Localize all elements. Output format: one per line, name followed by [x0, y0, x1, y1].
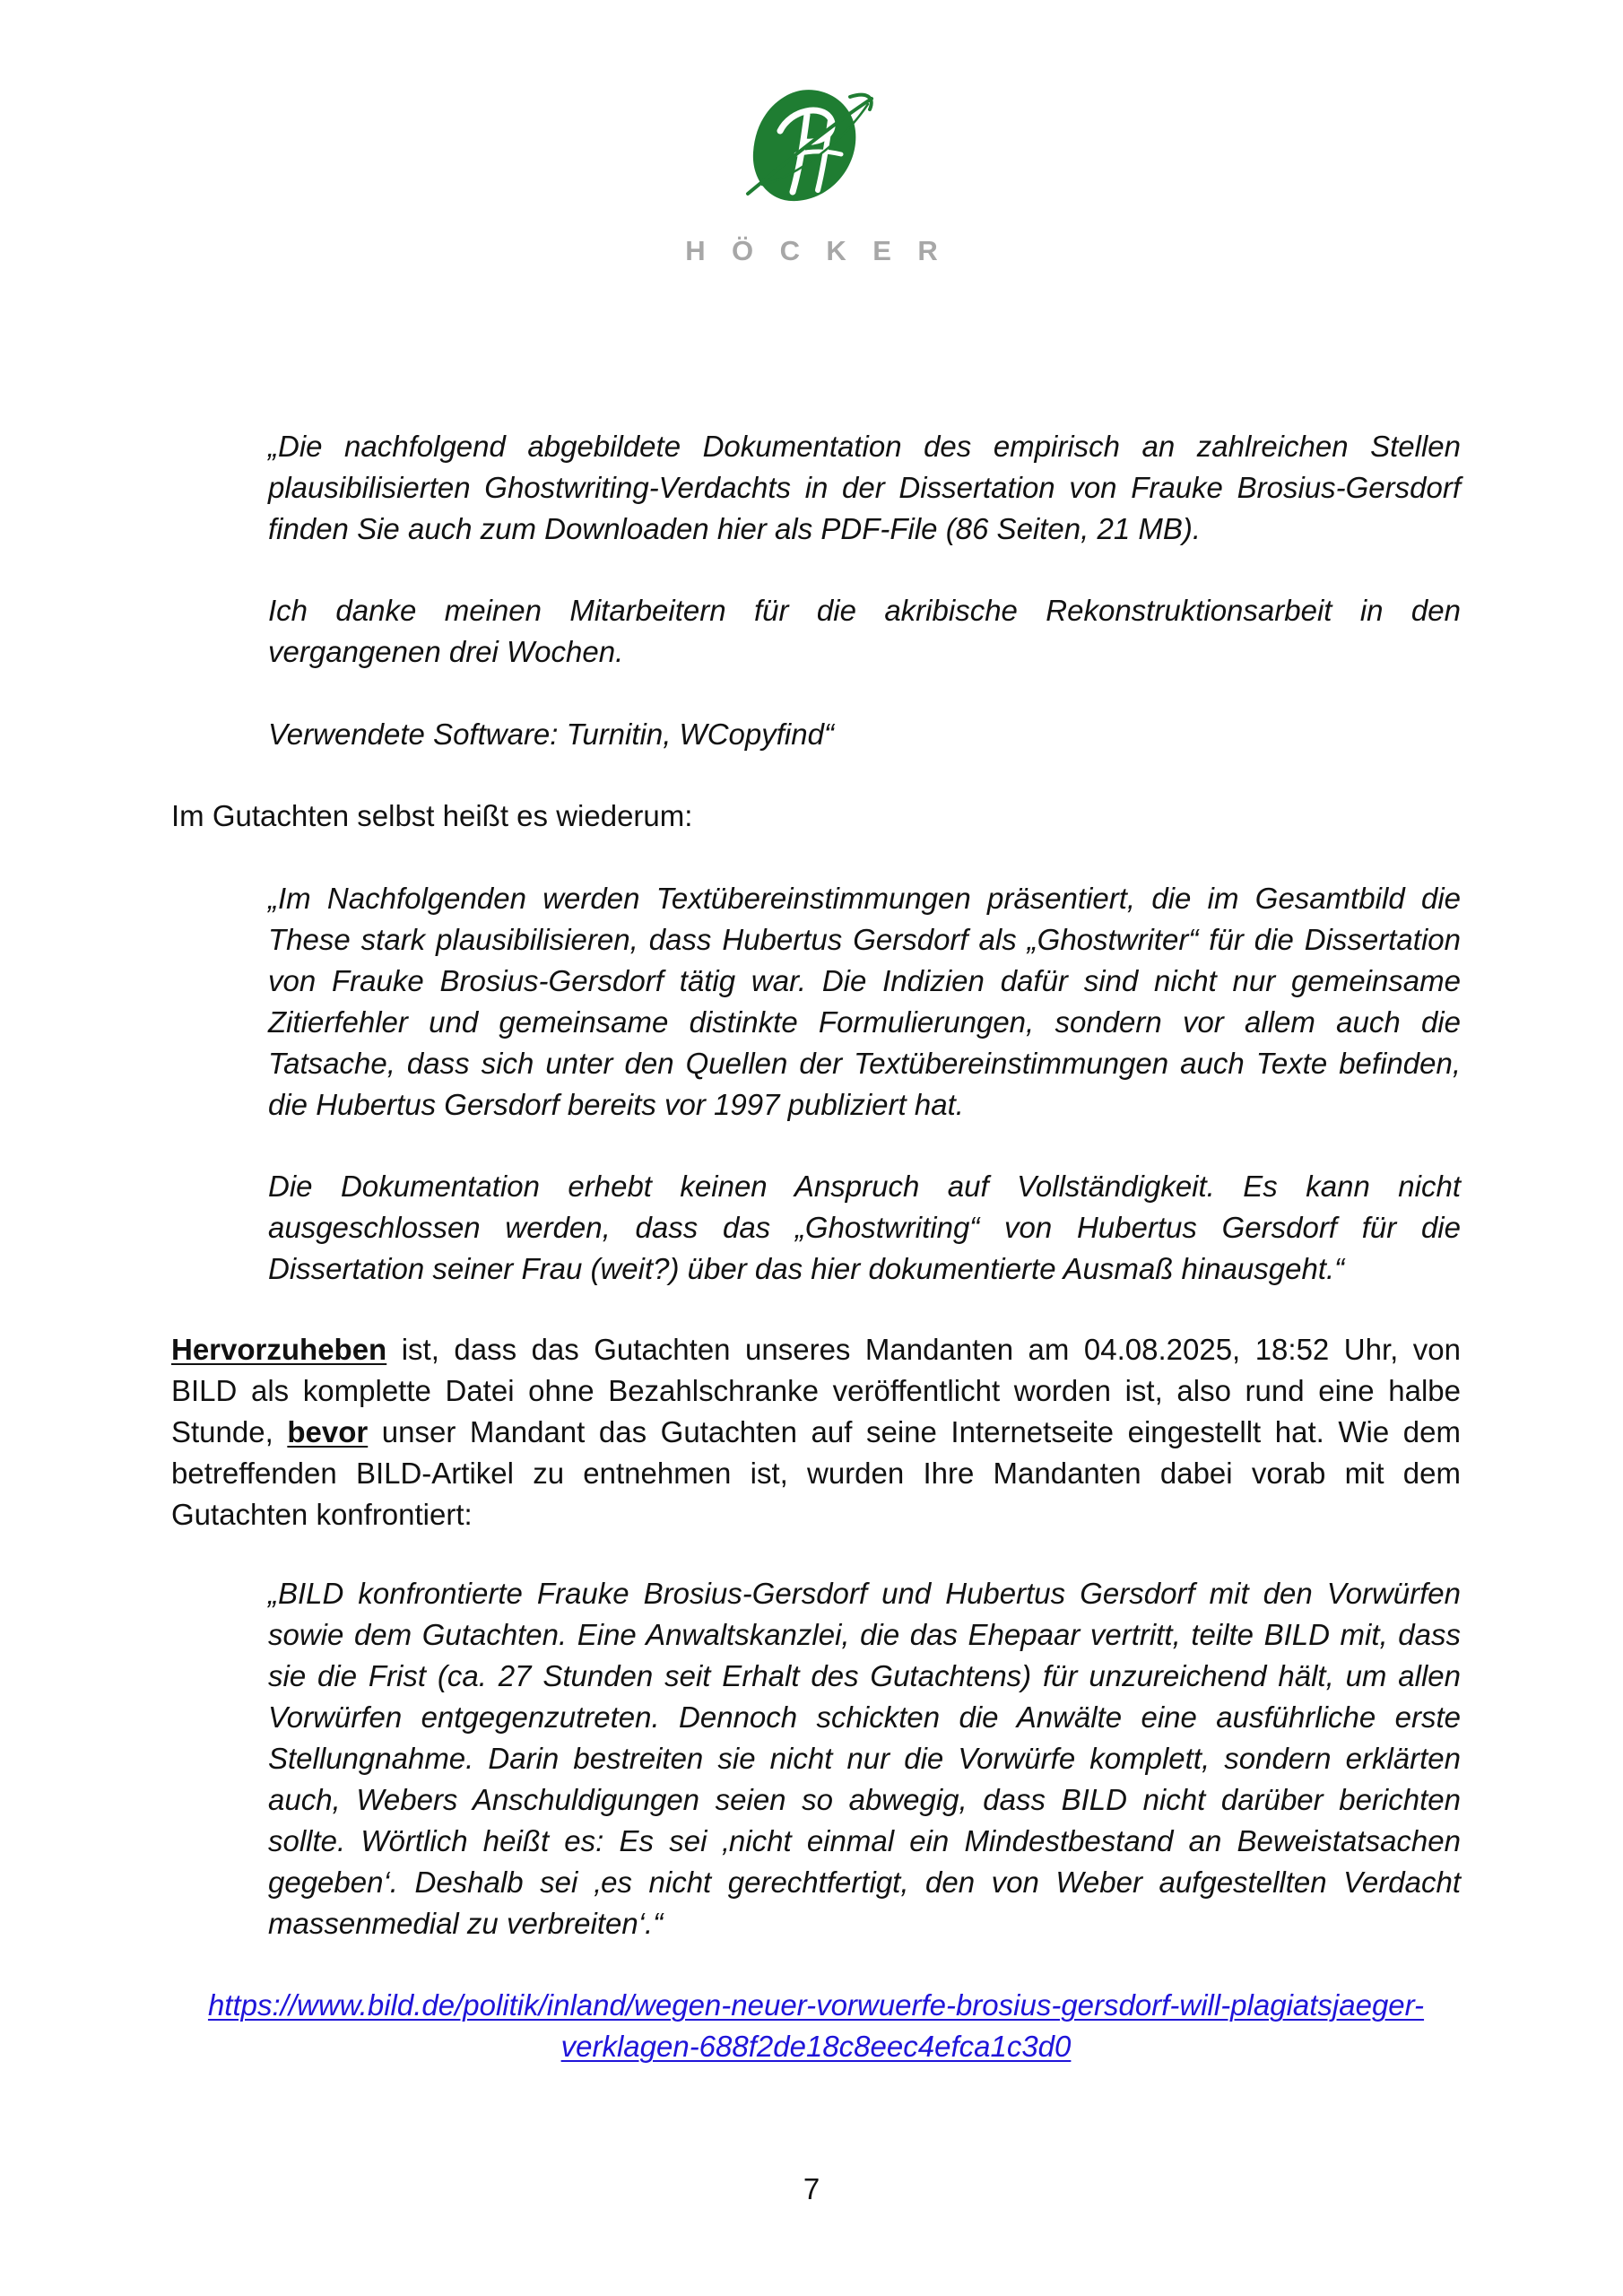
body-text-part2: unser Mandant das Gutachten auf seine Internetseite eingestellt hat. Wie dem betreffenden BILD-Artikel zu entnehmen ist, wurden Ihre Mandanten dabei vorab mit dem Gutachten konfrontiert:: [171, 1415, 1461, 1531]
quote1-paragraph2: Ich danke meinen Mitarbeitern für die akribische Rekonstruktionsarbeit in den vergangenen drei Wochen.: [268, 594, 1461, 668]
brand-name: HÖCKER: [685, 235, 965, 266]
link-line2[interactable]: verklagen-688f2de18c8eec4efca1c3d0: [560, 2030, 1072, 2063]
quote2-paragraph1: „Im Nachfolgenden werden Textübereinstimmungen präsentiert, die im Gesamtbild die These stark plausibilisieren, dass Hubertus Gersdorf als „Ghostwriter“ für die Dissertation von Frauke Brosius-Gersdorf tätig war. Die Indizien dafür sind nicht nur gemeinsame Zitierfehler und gemeinsame distinkte Formulierungen, sondern vor allem auch die Tatsache, dass sich unter den Quellen der Textübereinstimmungen auch Texte befinden, die Hubertus Gersdorf bereits vor 1997 publiziert hat.: [268, 882, 1461, 1121]
intro-paragraph: Im Gutachten selbst heißt es wiederum:: [171, 799, 693, 832]
highlight-bevor: bevor: [287, 1415, 369, 1448]
bild-article-link[interactable]: [171, 1985, 1461, 2067]
quote1-paragraph3: Verwendete Software: Turnitin, WCopyfind“: [268, 718, 834, 751]
link-line1[interactable]: https://www.bild.de/politik/inland/wegen-neuer-vorwuerfe-brosius-gersdorf-will-plagiatsjaeger-: [207, 1988, 1425, 2022]
letterhead-logo: [0, 79, 1623, 212]
body-text-part1: ist, dass das Gutachten unseres Mandanten am 04.08.2025, 18:52 Uhr, von BILD als komplette Datei ohne Bezahlschranke veröffentlicht worden ist, also rund eine halbe Stunde,: [171, 1333, 1461, 1448]
quote2-paragraph2: Die Dokumentation erhebt keinen Anspruch auf Vollständigkeit. Es kann nicht ausgeschlossen werden, dass das „Ghostwriting“ von Hubertus Gersdorf für die Dissertation seiner Frau (weit?) über das hier dokumentierte Ausmaß hinausgeht.“: [268, 1170, 1461, 1285]
highlight-hervorzuheben: Hervorzuheben: [171, 1333, 387, 1366]
quote1-paragraph1: „Die nachfolgend abgebildete Dokumentation des empirisch an zahlreichen Stellen plausibilisierten Ghostwriting-Verdachts in der Dissertation von Frauke Brosius-Gersdorf finden Sie auch zum Downloaden hier als PDF-File (86 Seiten, 21 MB).: [268, 430, 1461, 545]
body-paragraph: [171, 1329, 1461, 1535]
page-number: 7: [803, 2172, 820, 2205]
hoecker-monogram-logo-icon: [744, 79, 879, 212]
quote3-paragraph1: „BILD konfrontierte Frauke Brosius-Gersdorf und Hubertus Gersdorf mit den Vorwürfen sowie dem Gutachten. Eine Anwaltskanzlei, die das Ehepaar vertritt, teilte BILD mit, dass sie die Frist (ca. 27 Stunden seit Erhalt des Gutachtens) für unzureichend hält, um allen Vorwürfen entgegenzutreten. Dennoch schickten die Anwälte eine ausführliche erste Stellungnahme. Darin bestreiten sie nicht nur die Vorwürfe komplett, sondern erklärten auch, Webers Anschuldigungen seien so abwegig, dass BILD nicht darüber berichten sollte. Wörtlich heißt es: Es sei ‚nicht einmal ein Mindestbestand an Beweistatsachen gegeben‘. Deshalb sei ‚es nicht gerechtfertigt, den von Weber aufgestellten Verdacht massenmedial zu verbreiten‘.“: [268, 1577, 1461, 1940]
